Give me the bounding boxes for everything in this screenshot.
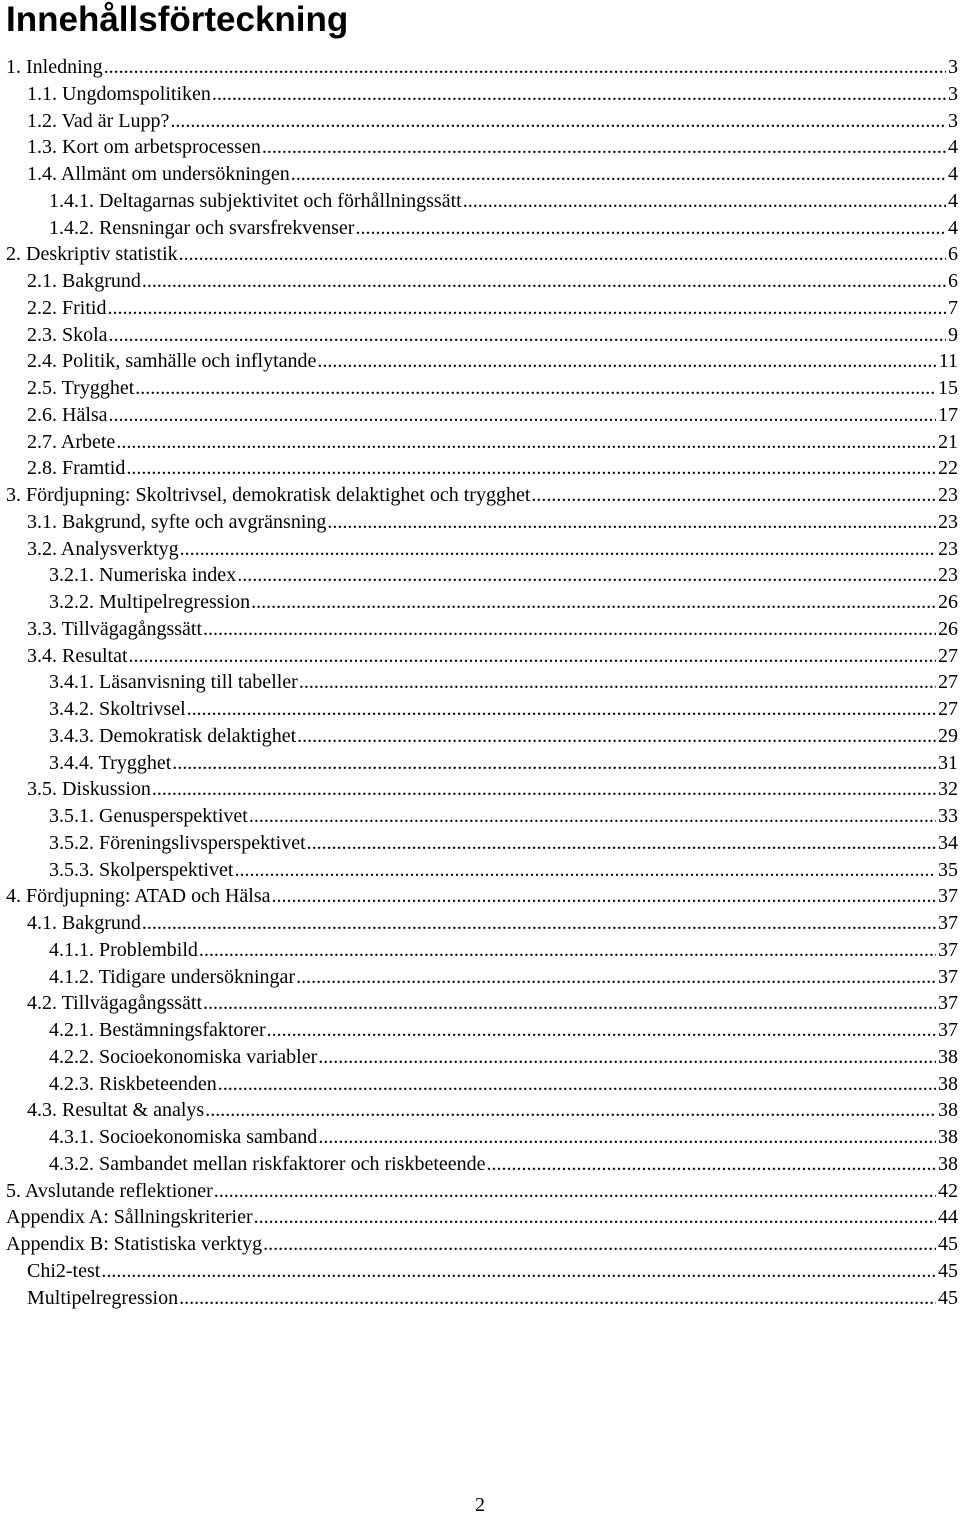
toc-entry-label: 4.3. Resultat & analys (27, 1099, 205, 1122)
toc-entry-label: 4.2. Tillvägagångssätt (27, 992, 203, 1015)
dot-leader (299, 669, 936, 696)
toc-entry-page: 6 (948, 270, 958, 292)
toc-entry-page: 6 (948, 243, 958, 266)
toc-entry-label: 2.1. Bakgrund (27, 270, 141, 292)
dot-leader (129, 643, 936, 670)
toc-entry-page: 9 (948, 323, 958, 346)
toc-entry-page: 35 (938, 858, 958, 881)
toc-entry-label: Appendix A: Sållningskriterier (6, 1206, 253, 1229)
toc-entry-label: 1.4.2. Rensningar och svarsfrekvenser (49, 216, 355, 239)
toc-entry[interactable] (0, 134, 960, 161)
dot-leader (104, 54, 946, 81)
toc-entry[interactable] (0, 241, 960, 268)
toc-entry-label: Multipelregression (27, 1286, 179, 1309)
toc-entry-label: 3.2.1. Numeriska index (49, 564, 237, 587)
toc-entry[interactable] (0, 910, 960, 937)
toc-entry-label: 2.8. Framtid (27, 457, 126, 480)
toc-entry[interactable] (0, 402, 960, 429)
toc-entry-page: 27 (938, 698, 958, 720)
toc-entry-page: 45 (938, 1286, 958, 1309)
toc-entry-label: 3.4.4. Trygghet (49, 751, 172, 774)
dot-leader (296, 964, 936, 991)
toc-entry-page: 23 (938, 484, 958, 506)
toc-entry[interactable] (0, 883, 960, 910)
toc-entry-page: 29 (938, 724, 958, 747)
toc-entry-label: 1.3. Kort om arbetsprocessen (27, 136, 261, 159)
toc-entry-label: 3.2.2. Multipelregression (49, 591, 251, 613)
toc-entry-label: 4.1.1. Problembild (49, 938, 198, 961)
toc-entry-page: 37 (938, 938, 958, 961)
toc-entry-page: 4 (948, 136, 958, 159)
dot-leader (267, 1017, 936, 1044)
toc-entry-page: 44 (938, 1206, 958, 1229)
toc-entry-label: 5. Avslutande reflektioner (6, 1179, 213, 1202)
dot-leader (254, 1204, 936, 1231)
dot-leader (218, 1071, 936, 1098)
dot-leader (327, 509, 936, 536)
toc-entry[interactable] (0, 803, 960, 830)
toc-entry-page: 38 (938, 1099, 958, 1122)
toc-entry-page: 31 (938, 751, 958, 774)
dot-leader (203, 616, 936, 643)
toc-entry[interactable] (0, 455, 960, 482)
toc-entry-label: 4.3.2. Sambandet mellan riskfaktorer och riskbeteende (49, 1152, 486, 1175)
toc-entry-page: 22 (938, 457, 958, 480)
toc-entry[interactable] (0, 429, 960, 456)
toc-entry-label: 4.1. Bakgrund (27, 912, 141, 934)
toc-entry[interactable] (0, 562, 960, 589)
dot-leader (307, 830, 936, 857)
toc-entry-page: 32 (938, 778, 958, 801)
toc-entry[interactable] (0, 616, 960, 643)
toc-entry-page: 34 (938, 831, 958, 854)
dot-leader (234, 857, 936, 884)
toc-entry-label: 2.3. Skola (27, 323, 108, 346)
dot-leader (272, 883, 937, 910)
toc-entry-label: 3.4.2. Skoltrivsel (49, 698, 186, 720)
toc-entry-label: 4.2.1. Bestämningsfaktorer (49, 1019, 266, 1041)
toc-entry[interactable] (0, 161, 960, 188)
dot-leader (291, 161, 946, 188)
dot-leader (126, 455, 936, 482)
toc-entry-page: 26 (938, 617, 958, 640)
toc-entry[interactable] (0, 54, 960, 81)
dot-leader (109, 322, 946, 349)
toc-entry-page: 45 (938, 1233, 958, 1255)
dot-leader (203, 990, 936, 1017)
toc-entry-label: 2. Deskriptiv statistik (6, 243, 178, 266)
toc-entry-label: 3. Fördjupning: Skoltrivsel, demokratisk delaktighet och trygghet (6, 484, 531, 506)
dot-leader (237, 562, 936, 589)
dot-leader (487, 1151, 936, 1178)
toc-entry-page: 3 (948, 56, 958, 78)
dot-leader (180, 536, 936, 563)
dot-leader (170, 108, 946, 135)
dot-leader (142, 910, 936, 937)
toc-entry-page: 23 (938, 537, 958, 560)
dot-leader (212, 81, 946, 108)
toc-entry-label: 3.5.2. Föreningslivsperspektivet (49, 831, 306, 854)
toc-entry[interactable] (0, 696, 960, 723)
toc-entry-label: 3.5.3. Skolperspektivet (49, 858, 234, 881)
toc-entry[interactable] (0, 830, 960, 857)
toc-entry-label: 2.5. Trygghet (27, 377, 135, 399)
toc-entry-page: 45 (938, 1259, 958, 1282)
toc-entry-label: 1.2. Vad är Lupp? (27, 109, 170, 132)
toc-entry-page: 3 (948, 109, 958, 132)
toc-entry[interactable] (0, 188, 960, 215)
toc-entry-page: 27 (938, 644, 958, 667)
toc-entry[interactable] (0, 295, 960, 322)
toc-entry[interactable] (0, 108, 960, 135)
toc-entry-page: 37 (938, 1019, 958, 1041)
toc-entry[interactable] (0, 857, 960, 884)
toc-entry[interactable] (0, 482, 960, 509)
dot-leader (109, 402, 936, 429)
toc-entry-page: 42 (938, 1179, 958, 1202)
toc-entry-label: 3.1. Bakgrund, syfte och avgränsning (27, 510, 327, 533)
toc-entry[interactable] (0, 81, 960, 108)
page-title: Innehållsförteckning (6, 0, 349, 39)
toc-entry[interactable] (0, 776, 960, 803)
toc-entry[interactable] (0, 375, 960, 402)
toc-entry[interactable] (0, 990, 960, 1017)
toc-entry-label: 3.2. Analysverktyg (27, 537, 179, 560)
toc-entry-page: 4 (948, 189, 958, 212)
toc-entry-page: 17 (938, 403, 958, 426)
toc-entry-page: 21 (938, 430, 958, 453)
toc-entry-label: 3.4.1. Läsanvisning till tabeller (49, 671, 298, 694)
toc-entry-page: 7 (948, 296, 958, 319)
toc-entry-label: 3.4. Resultat (27, 644, 128, 667)
toc-entry-label: 1. Inledning (6, 56, 103, 78)
toc-entry-label: 1.4. Allmänt om undersökningen (27, 163, 290, 185)
dot-leader (214, 1178, 936, 1205)
toc-entry[interactable] (0, 589, 960, 616)
toc-entry-page: 11 (938, 350, 958, 373)
page-number: 2 (475, 1494, 485, 1516)
toc-entry-label: 4.3.1. Socioekonomiska samband (49, 1126, 318, 1148)
toc-entry-page: 27 (938, 671, 958, 694)
toc-entry-label: 1.4.1. Deltagarnas subjektivitet och förhållningssätt (49, 189, 462, 212)
toc-entry-page: 23 (938, 510, 958, 533)
toc-entry-label: 2.2. Fritid (27, 296, 107, 319)
toc-entry[interactable] (0, 1204, 960, 1231)
toc-entry-page: 37 (938, 992, 958, 1015)
toc-entry-page: 38 (938, 1072, 958, 1095)
dot-leader (317, 348, 936, 375)
toc-entry-label: 2.7. Arbete (27, 430, 116, 453)
toc-entry[interactable] (0, 1231, 960, 1258)
dot-leader (199, 937, 936, 964)
toc-entry-page: 33 (938, 805, 958, 827)
toc-entry-label: Appendix B: Statistiska verktyg (6, 1233, 263, 1255)
dot-leader (179, 1285, 936, 1312)
dot-leader (318, 1044, 936, 1071)
dot-leader (297, 723, 936, 750)
dot-leader (463, 188, 946, 215)
toc-entry-page: 37 (938, 885, 958, 908)
toc-entry[interactable] (0, 268, 960, 295)
toc-entry-page: 4 (948, 163, 958, 185)
dot-leader (205, 1097, 936, 1124)
dot-leader (172, 750, 936, 777)
dot-leader (107, 295, 946, 322)
toc-entry[interactable] (0, 1071, 960, 1098)
toc-entry-page: 38 (938, 1152, 958, 1175)
dot-leader (116, 429, 936, 456)
dot-leader (531, 482, 936, 509)
toc-entry-page: 3 (948, 82, 958, 105)
toc-entry[interactable] (0, 964, 960, 991)
toc-entry[interactable] (0, 1178, 960, 1205)
toc-entry-label: Chi2-test (27, 1259, 101, 1282)
toc-entry-label: 4.2.2. Socioekonomiska variabler (49, 1045, 318, 1068)
table-of-contents (0, 54, 960, 1311)
toc-entry[interactable] (0, 643, 960, 670)
toc-entry[interactable] (0, 536, 960, 563)
toc-entry[interactable] (0, 1258, 960, 1285)
toc-entry[interactable] (0, 1285, 960, 1312)
toc-entry[interactable] (0, 1151, 960, 1178)
toc-entry[interactable] (0, 215, 960, 242)
toc-entry[interactable] (0, 669, 960, 696)
toc-entry[interactable] (0, 937, 960, 964)
toc-entry[interactable] (0, 348, 960, 375)
toc-entry-page: 26 (938, 591, 958, 613)
toc-entry-label: 4.2.3. Riskbeteenden (49, 1072, 217, 1095)
toc-entry[interactable] (0, 1097, 960, 1124)
toc-entry-label: 3.3. Tillvägagångssätt (27, 617, 203, 640)
toc-entry-page: 38 (938, 1045, 958, 1068)
dot-leader (249, 803, 936, 830)
toc-entry-label: 2.4. Politik, samhälle och inflytande (27, 350, 317, 373)
toc-entry-page: 15 (938, 377, 958, 399)
dot-leader (251, 589, 936, 616)
dot-leader (187, 696, 936, 723)
toc-entry-page: 37 (938, 912, 958, 934)
dot-leader (152, 776, 936, 803)
dot-leader (262, 134, 946, 161)
dot-leader (263, 1231, 936, 1258)
toc-entry-label: 1.1. Ungdomspolitiken (27, 82, 211, 105)
toc-entry[interactable] (0, 509, 960, 536)
toc-entry-label: 4.1.2. Tidigare undersökningar (49, 965, 296, 988)
dot-leader (142, 268, 946, 295)
toc-entry-page: 4 (948, 216, 958, 239)
toc-entry-page: 37 (938, 965, 958, 988)
dot-leader (355, 215, 946, 242)
dot-leader (135, 375, 936, 402)
toc-entry[interactable] (0, 723, 960, 750)
toc-entry[interactable] (0, 750, 960, 777)
toc-entry-label: 4. Fördjupning: ATAD och Hälsa (6, 885, 271, 908)
dot-leader (179, 241, 946, 268)
toc-entry-label: 3.5. Diskussion (27, 778, 151, 801)
dot-leader (318, 1124, 936, 1151)
dot-leader (101, 1258, 936, 1285)
toc-entry[interactable] (0, 1017, 960, 1044)
toc-entry-label: 3.4.3. Demokratisk delaktighet (49, 724, 297, 747)
toc-entry[interactable] (0, 322, 960, 349)
toc-entry-label: 3.5.1. Genusperspektivet (49, 805, 248, 827)
toc-entry[interactable] (0, 1044, 960, 1071)
toc-entry-label: 2.6. Hälsa (27, 403, 108, 426)
toc-entry[interactable] (0, 1124, 960, 1151)
toc-entry-page: 23 (938, 564, 958, 587)
toc-entry-page: 38 (938, 1126, 958, 1148)
